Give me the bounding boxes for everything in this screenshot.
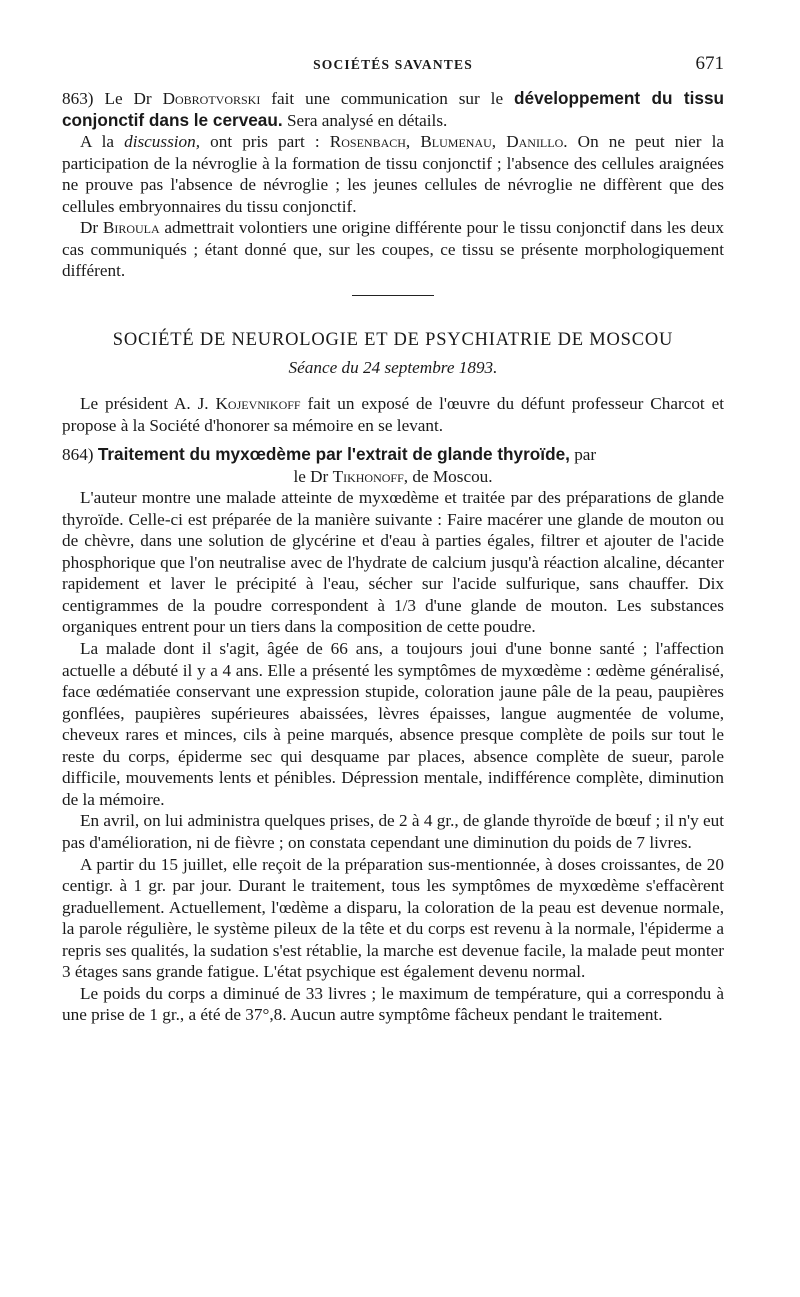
society-title: SOCIÉTÉ DE NEUROLOGIE ET DE PSYCHIATRIE DE MOSCOU xyxy=(112,329,674,350)
discussion-paragraph xyxy=(62,131,724,217)
paragraph-text: par xyxy=(574,445,597,465)
item-863-paragraph xyxy=(62,88,724,131)
page-header xyxy=(62,55,724,85)
item-number: 864) xyxy=(62,445,94,465)
body-paragraph: L'auteur montre une malade atteinte de myxœdème et traitée par des préparations de glande thyroïde. Celle-ci est préparée de la manière suivante : Faire macérer une glande de mouton ou de chèvre, dans une solution de glycérine et d'eau à parties égales, filtrer et ajouter de l'acide phosphorique que l'on neutralise avec de l'hydrate de calcium jusqu'à réaction alcaline, décanter rapidement et laver le précipité à l'eau, sécher sur l'acide sulfurique, sans chauffer. Dix centigrammes de la poudre correspondent à 1/3 d'une glande de mouton. Les substances organiques entrent pour un tiers dans la composition de cette poudre. xyxy=(62,488,724,637)
paragraph-text: A la xyxy=(80,132,114,152)
biroula-paragraph xyxy=(62,217,724,282)
president-paragraph xyxy=(62,393,724,436)
doctor-prefix: Le Dr xyxy=(104,89,152,108)
paragraph-text: admettrait volontiers une origine différente pour le tissu conjonctif dans les deux cas communiqués ; étant donné que, sur les coupes, ce tissu se présente morphologiquement différent. xyxy=(62,218,724,281)
body-text xyxy=(62,88,724,1026)
section-divider xyxy=(352,295,434,296)
body-paragraph: A partir du 15 juillet, elle reçoit de la préparation sus-mentionnée, à doses croissantes, de 20 centigr. à 1 gr. par jour. Durant le traitement, tous les symptômes de myxœdème s'effacèrent graduellement. Actuellement, l'œdème a disparu, la coloration de la peau est devenue normale, la parole régulière, le système pileux de la tête et du corps est revenu à la normale, l'épiderme a repris ses qualités, la sudation s'est rétablie, la marche est devenue facile, la malade peut monter 3 étages sans grande fatigue. L'état psychique est également devenu normal. xyxy=(62,854,724,982)
body-paragraph: En avril, on lui administra quelques prises, de 2 à 4 gr., de glande thyroïde de bœuf ; il n'y eut pas d'amélioration, ni de fièvre ; on constata cependant une diminution du poids de 7 livres. xyxy=(62,811,724,852)
communication-title: développement du tissu conjonctif dans le cerveau. xyxy=(62,88,725,130)
president-name: Kojevnikoff xyxy=(215,394,301,414)
paragraph-text: Le président A. J. xyxy=(80,394,209,414)
italic-text: discussion, xyxy=(124,132,201,152)
paragraph-text: ont pris part : xyxy=(210,132,320,152)
paragraph-text: On ne peut nier la participation de la névroglie à la formation de tissu conjonctif ; l'absence des cellules araignées ne prouve pas l'absence de névroglie ; les jeunes cellules de névroglie ne diffèrent que des cellules embryonnaires du tissu conjonctif. xyxy=(62,132,725,216)
doctor-prefix: le Dr xyxy=(293,466,329,486)
communication-title: Traitement du myxœdème par l'extrait de glande thyroïde, xyxy=(97,444,570,465)
item-864-heading xyxy=(62,444,724,466)
running-head: SOCIÉTÉS SAVANTES xyxy=(313,57,473,72)
author-line xyxy=(62,466,724,488)
paragraph-text: fait une communication sur le xyxy=(271,89,504,108)
city-text: de Moscou. xyxy=(412,466,493,486)
page-number: 671 xyxy=(695,53,724,74)
doctor-prefix: Dr xyxy=(80,218,99,238)
body-paragraph: Le poids du corps a diminué de 33 livres ; le maximum de température, qui a correspondu à une prise de 1 gr., a été de 37°,8. Aucun autre symptôme fâcheux pendant le traitement. xyxy=(62,983,724,1025)
paragraph-text: Sera analysé en détails. xyxy=(286,110,448,130)
author-name: Biroula xyxy=(102,218,160,238)
item-number: 863) xyxy=(62,89,94,108)
body-paragraph: La malade dont il s'agit, âgée de 66 ans, a toujours joui d'une bonne santé ; l'affection actuelle a débuté il y a 4 ans. Elle a présenté les symptômes de myxœdème : œdème généralisé, face œdématiée conservant une expression stupide, coloration jaune pâle de la peau, paupières gonflées, paupières supérieures abaissées, lèvres épaisses, langue augmentée de volume, cheveux rares et minces, cils à peine marqués, absence presque complète de poils sur tout le reste du corps, épiderme sec qui desquame par places, absence complète de sueur, parole difficile, mouvements lents et pénibles. Dépression mentale, indifférence complète, diminution de la mémoire. xyxy=(62,639,724,809)
paragraph-text: fait un exposé de l'œuvre du défunt professeur Charcot et propose à la Société d'honorer sa mémoire en se levant. xyxy=(62,394,725,435)
seance-date: Séance du 24 septembre 1893. xyxy=(288,358,498,378)
author-name: Dobrotvorski xyxy=(162,89,261,108)
spacer xyxy=(62,436,724,444)
participant-names: Rosenbach, Blumenau, Danillo. xyxy=(329,132,568,152)
author-name: Tikhonoff, xyxy=(332,466,409,486)
